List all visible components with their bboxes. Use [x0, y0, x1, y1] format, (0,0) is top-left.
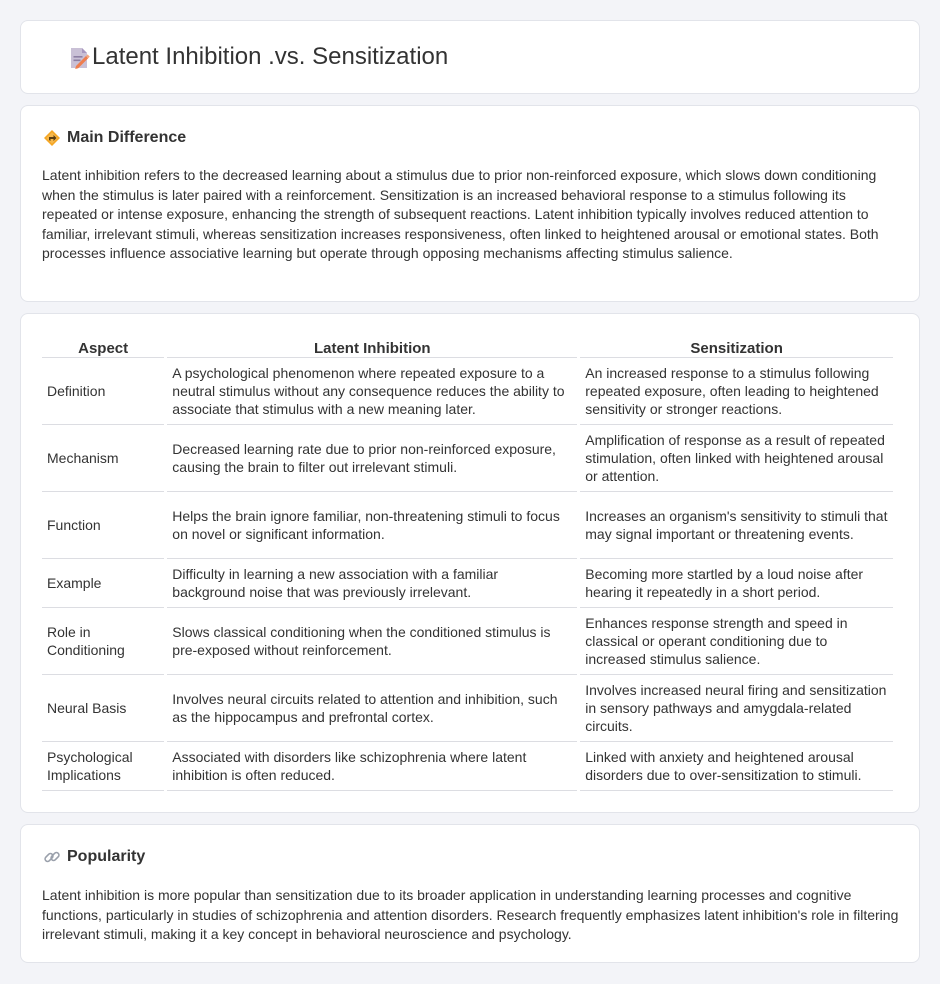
table-row — [42, 425, 893, 492]
table-row — [42, 608, 893, 675]
cell-aspect: Psychological Implications — [42, 742, 164, 791]
diamond-arrow-icon — [43, 129, 61, 147]
table-header-row — [42, 335, 893, 358]
table-row — [42, 492, 893, 559]
popularity-text: Latent inhibition is more popular than sensitization due to its broader application in understanding learning processes and cognitive functions, particularly in studies of schizophrenia and attention disorders. Research frequently emphasizes latent inhibition's role in filtering irrelevant stimuli, making it a key concept in behavioral neuroscience and psychology. — [42, 887, 899, 942]
link-icon — [43, 848, 61, 866]
cell-sensitization: Enhances response strength and speed in classical or operant conditioning due to increased stimulus salience. — [580, 608, 893, 675]
main-difference-card — [20, 105, 920, 302]
cell-sensitization: Amplification of response as a result of repeated stimulation, often linked with heightened arousal or attention. — [580, 425, 893, 492]
header-latent-inhibition: Latent Inhibition — [167, 335, 577, 358]
table-row — [42, 742, 893, 791]
cell-latent: A psychological phenomenon where repeated exposure to a neutral stimulus without any consequence reduces the ability to associate that stimulus with a new meaning later. — [167, 358, 577, 425]
page-title: Latent Inhibition .vs. Sensitization — [92, 43, 449, 70]
table-row — [42, 675, 893, 742]
cell-latent: Slows classical conditioning when the conditioned stimulus is pre-exposed without reinforcement. — [167, 608, 577, 675]
cell-sensitization: Linked with anxiety and heightened arousal disorders due to over-sensitization to stimuli. — [580, 742, 893, 791]
cell-aspect: Mechanism — [42, 425, 164, 492]
cell-aspect: Example — [42, 559, 164, 608]
cell-aspect: Neural Basis — [42, 675, 164, 742]
title-card — [20, 20, 920, 94]
main-difference-text: Latent inhibition refers to the decreased learning about a stimulus due to prior non-reinforced exposure, which slows down conditioning when the stimulus is later paired with a reinforcement. Sensitization is an increased behavioral response to a stimulus following its repeated or intense exposure, enhancing the strength of subsequent reactions. Latent inhibition typically involves reduced attention to familiar, irrelevant stimuli, whereas sensitization increases responsiveness, often linked to heightened arousal or emotional states. Both processes influence associative learning but operate through opposing mechanisms affecting stimulus salience. — [42, 167, 879, 261]
cell-sensitization: Involves increased neural firing and sensitization in sensory pathways and amygdala-related circuits. — [580, 675, 893, 742]
cell-aspect: Function — [42, 492, 164, 559]
cell-latent: Difficulty in learning a new association with a familiar background noise that was previously irrelevant. — [167, 559, 577, 608]
popularity-heading: Popularity — [67, 848, 146, 865]
cell-aspect: Role in Conditioning — [42, 608, 164, 675]
header-aspect: Aspect — [42, 335, 164, 358]
header-sensitization: Sensitization — [580, 335, 893, 358]
cell-sensitization: Becoming more startled by a loud noise after hearing it repeatedly in a short period. — [580, 559, 893, 608]
table-row — [42, 358, 893, 425]
cell-latent: Involves neural circuits related to attention and inhibition, such as the hippocampus and prefrontal cortex. — [167, 675, 577, 742]
cell-latent: Associated with disorders like schizophrenia where latent inhibition is often reduced. — [167, 742, 577, 791]
document-pen-icon — [67, 46, 91, 70]
cell-aspect: Definition — [42, 358, 164, 425]
main-difference-heading: Main Difference — [67, 129, 187, 146]
cell-sensitization: Increases an organism's sensitivity to stimuli that may signal important or threatening events. — [580, 492, 893, 559]
table-row — [42, 559, 893, 608]
comparison-card — [20, 313, 920, 813]
cell-latent: Helps the brain ignore familiar, non-threatening stimuli to focus on novel or significant information. — [167, 492, 577, 559]
cell-sensitization: An increased response to a stimulus following repeated exposure, often leading to heightened sensitivity or stronger reactions. — [580, 358, 893, 425]
comparison-table — [39, 335, 896, 791]
cell-latent: Decreased learning rate due to prior non-reinforced exposure, causing the brain to filter out irrelevant stimuli. — [167, 425, 577, 492]
popularity-card — [20, 824, 920, 963]
